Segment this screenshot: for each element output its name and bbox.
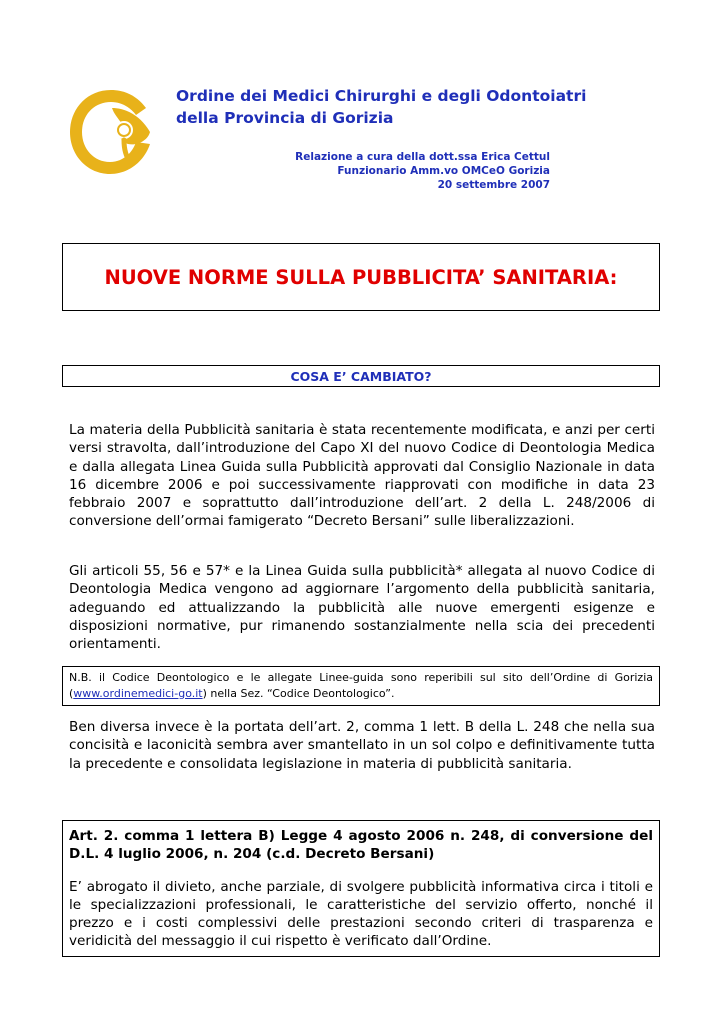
subtitle-box bbox=[62, 365, 660, 387]
report-author: Relazione a cura della dott.ssa Erica Cettul bbox=[295, 151, 550, 163]
article-heading: Art. 2. comma 1 lettera B) Legge 4 agosto 2006 n. 248, di conversione del D.L. 4 luglio 2006, n. 204 (c.d. Decreto Bersani) bbox=[69, 828, 653, 863]
article-text: E’ abrogato il divieto, anche parziale, di svolgere pubblicità informativa circa i titoli e le specializzazioni professionali, le caratteristiche del servizio offerto, nonché il prezzo e i costi complessivi delle prestazioni secondo criteri di trasparenza e veridicità del messaggio il cui rispetto è verificato dall’Ordine. bbox=[69, 878, 653, 950]
main-title: NUOVE NORME SULLA PUBBLICITA’ SANITARIA: bbox=[104, 265, 618, 289]
note-box bbox=[62, 666, 660, 706]
note-text-before: N.B. il Codice Deontologico e le allegate Linee-guida sono reperibili sul sito dell’Ordine di Gorizia ( bbox=[69, 671, 653, 700]
report-meta bbox=[280, 150, 550, 192]
paragraph-intro: La materia della Pubblicità sanitaria è stata recentemente modificata, e anzi per certi versi stravolta, dall’introduzione del Capo XI del nuovo Codice di Deontologia Medica e dalla allegata Linea Guida sulla Pubblicità approvati dal Consiglio Nazionale in data 16 dicembre 2006 e poi successivamente riapprovati con modifiche in data 23 febbraio 2007 e soprattutto dall’introduzione dell’art. 2 della L. 248/2006 di conversione dell’ormai famigerato “Decreto Bersani” sulle liberalizzazioni. bbox=[69, 422, 655, 530]
report-date: 20 settembre 2007 bbox=[437, 179, 550, 191]
organization-title bbox=[176, 85, 696, 129]
report-role: Funzionario Amm.vo OMCeO Gorizia bbox=[337, 165, 550, 177]
paragraph-bersani: Ben diversa invece è la portata dell’art. 2, comma 1 lett. B della L. 248 che nella sua concisità e laconicità sembra aver smantellato in un sol colpo e definitivamente tutta la precedente e consolidata legislazione in materia di pubblicità sanitaria. bbox=[69, 719, 655, 772]
subtitle: COSA E’ CAMBIATO? bbox=[290, 368, 432, 384]
site-link[interactable]: www.ordinemedici-go.it bbox=[73, 686, 203, 700]
org-title-line2: della Provincia di Gorizia bbox=[176, 109, 394, 127]
org-title-line1: Ordine dei Medici Chirurghi e degli Odontoiatri bbox=[176, 87, 587, 105]
article-box bbox=[62, 820, 660, 957]
paragraph-articles: Gli articoli 55, 56 e 57* e la Linea Guida sulla pubblicità* allegata al nuovo Codice di Deontologia Medica vengono ad aggiornare l’argomento della pubblicità sanitaria, adeguando ed attualizzando la pubblicità alle nuove emergenti esigenze e disposizioni normative, pur rimanendo sostanzialmente nella scia dei precedenti orientamenti. bbox=[69, 563, 655, 653]
note-text-after: ) nella Sez. “Codice Deontologico”. bbox=[202, 686, 395, 700]
main-title-box bbox=[62, 243, 660, 311]
order-logo bbox=[66, 86, 156, 178]
